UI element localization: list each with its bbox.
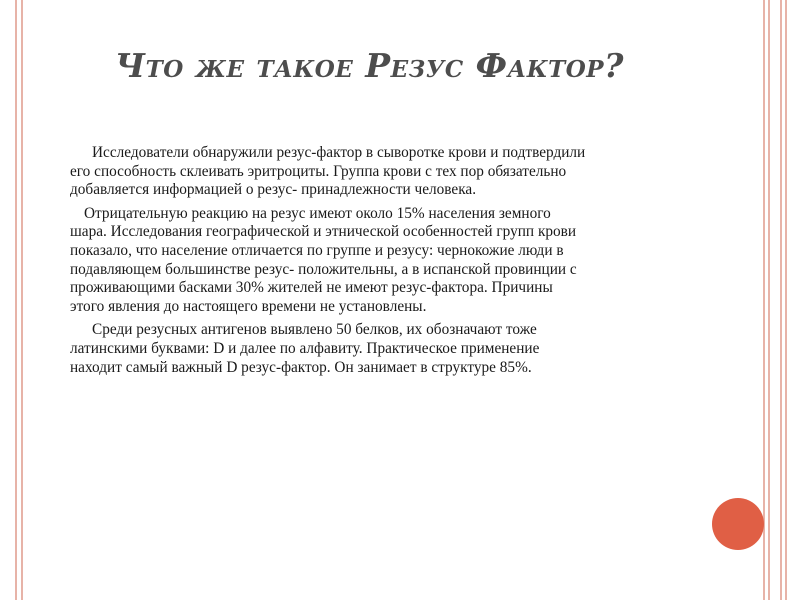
- right-border-line: [785, 0, 787, 600]
- paragraph: Среди резусных антигенов выявлено 50 белков, их обозначают тоже латинскими буквами: D и далее по алфавиту. Практическое применение находит самый важный D резус-фактор. Он занимает в структуре 85%.: [70, 321, 540, 376]
- paragraph: Отрицательную реакцию на резус имеют около 15% населения земного шара. Исследования географической и этнической особенностей групп крови показало, что население отличается по группе и резусу: чернокожие люди в подавляющем большинстве резус- положительны, а в испанской провинции с проживающими басками 30% жителей не имеют резус-фактора. Причины этого явления до настоящего времени не установлены.: [70, 204, 577, 315]
- decorative-circle: [712, 498, 764, 550]
- right-border-line: [763, 0, 765, 600]
- slide-title: Что же такое Резус Фактор?: [115, 46, 624, 85]
- right-border-line: [768, 0, 770, 600]
- right-border-line: [780, 0, 782, 600]
- left-border-line: [21, 0, 23, 600]
- slide-body: [70, 144, 590, 382]
- left-border-line: [15, 0, 17, 600]
- paragraph: Исследователи обнаружили резус-фактор в сыворотке крови и подтвердили его способность склеивать эритроциты. Группа крови с тех пор обязательно добавляется информацией о резус- принадлежности человека.: [70, 144, 586, 199]
